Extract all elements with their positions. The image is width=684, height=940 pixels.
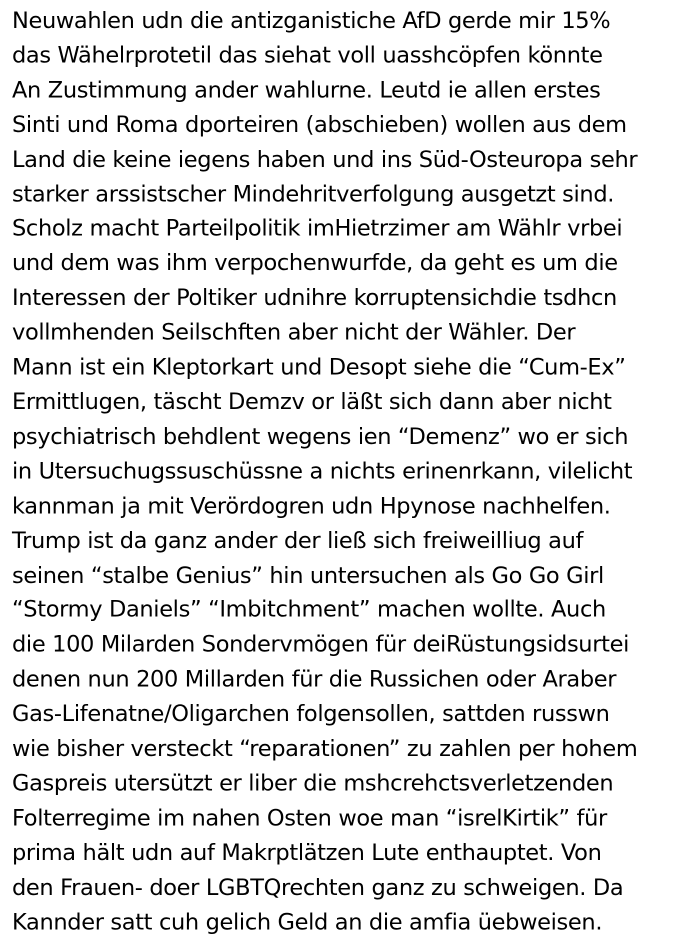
- text-line: denen nun 200 Millarden für die Russichen oder Araber: [12, 666, 617, 693]
- text-line: Gaspreis utersützt er liber die mshcrehctsverletzenden: [12, 770, 614, 797]
- text-line: Interessen der Poltiker udnihre korruptensichdie tsdhcn: [12, 285, 617, 312]
- document-text-block: [12, 4, 684, 940]
- text-line: prima hält udn auf Makrptlätzen Lute enthauptet. Von: [12, 839, 602, 866]
- text-line: Scholz macht Parteilpolitik imHietrzimer am Wählr vrbei: [12, 215, 623, 242]
- text-line: wie bisher versteckt “reparationen” zu zahlen per hohem: [12, 735, 638, 762]
- text-line: starker arssistscher Mindehritverfolgung ausgetzt sind.: [12, 181, 615, 208]
- text-line: Gas-Lifenatne/Oligarchen folgensollen, sattden russwn: [12, 701, 610, 728]
- text-line: Sinti und Roma dporteiren (abschieben) wollen aus dem: [12, 111, 627, 138]
- text-line: seinen “stalbe Genius” hin untersuchen als Go Go Girl: [12, 562, 604, 589]
- text-line: vollmhenden Seilschften aber nicht der Wähler. Der: [12, 319, 576, 346]
- text-line: kannman ja mit Verördogren udn Hpynose nachhelfen.: [12, 493, 611, 520]
- text-line: Neuwahlen udn die antizganistiche AfD gerde mir 15%: [12, 7, 611, 34]
- text-line: An Zustimmung ander wahlurne. Leutd ie allen erstes: [12, 77, 601, 104]
- text-line: den Frauen- doer LGBTQrechten ganz zu schweigen. Da: [12, 874, 624, 901]
- text-line: psychiatrisch behdlent wegens ien “Demenz” wo er sich: [12, 423, 629, 450]
- text-line: “Stormy Daniels” “Imbitchment” machen wollte. Auch: [12, 597, 606, 624]
- text-line: Kannder satt cuh gelich Geld an die amfia üebweisen.: [12, 909, 603, 936]
- text-line: Land die keine iegens haben und ins Süd-Osteuropa sehr: [12, 146, 638, 173]
- text-line: in Utersuchugssuschüssne a nichts erinenrkann, vilelicht: [12, 458, 633, 485]
- text-line: Folterregime im nahen Osten woe man “isrelKirtik” für: [12, 805, 607, 832]
- text-line: Ermittlugen, täscht Demzv or läßt sich dann aber nicht: [12, 389, 612, 416]
- text-line: Mann ist ein Kleptorkart und Desopt siehe die “Cum-Ex”: [12, 354, 626, 381]
- text-line: und dem was ihm verpochenwurfde, da geht es um die: [12, 250, 618, 277]
- text-line: das Wähelrprotetil das siehat voll uasshcöpfen könnte: [12, 42, 603, 69]
- text-line: Trump ist da ganz ander der ließ sich freiweilliug auf: [12, 527, 584, 554]
- text-line: die 100 Milarden Sondervmögen für deiRüstungsidsurtei: [12, 631, 629, 658]
